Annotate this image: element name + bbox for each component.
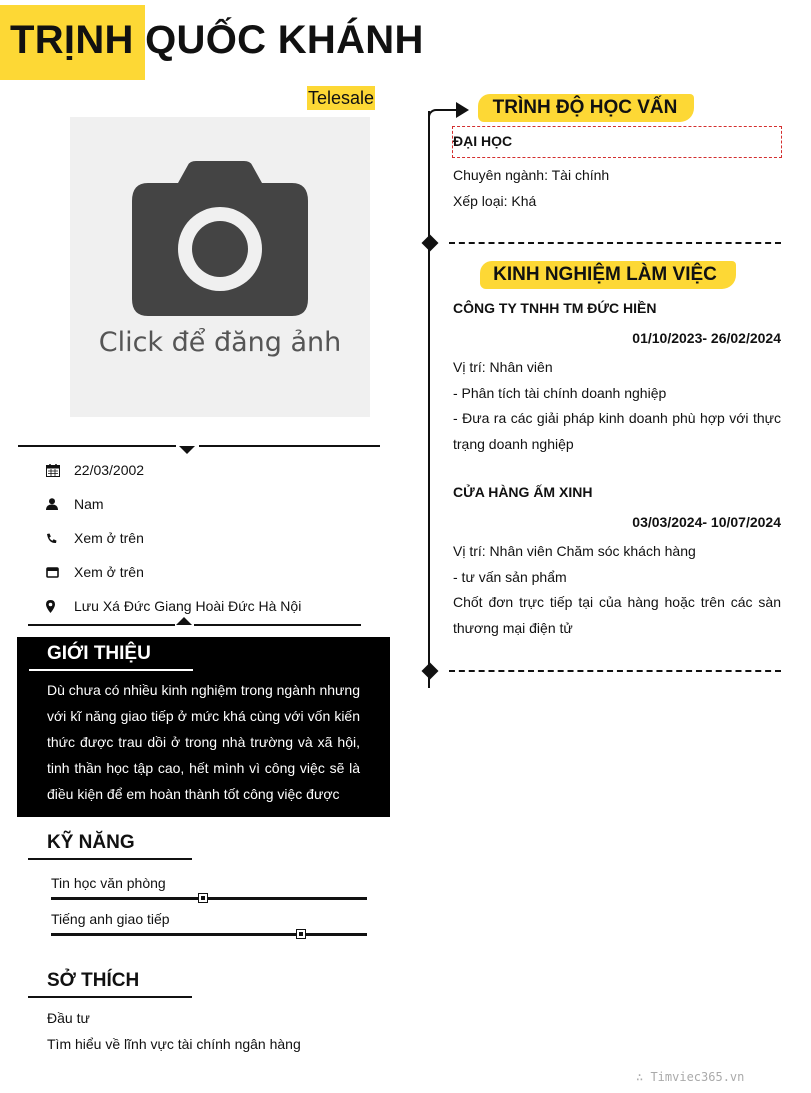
phone-icon <box>46 533 57 544</box>
intro-underline <box>29 669 193 671</box>
job-dates: 03/03/2024- 10/07/2024 <box>632 514 781 530</box>
email-value: Xem ở trên <box>74 564 144 580</box>
watermark: ∴ Timviec365.vn <box>636 1070 745 1084</box>
skills-underline <box>28 858 192 860</box>
phone-value: Xem ở trên <box>74 530 144 546</box>
divider-arrow-icon <box>176 617 192 625</box>
contact-address <box>46 594 301 618</box>
job-title: Telesale <box>308 88 375 108</box>
calendar-icon <box>46 464 60 477</box>
job-detail: - tư vấn sản phẩm <box>453 569 567 585</box>
divider <box>28 624 175 626</box>
job-detail: - Phân tích tài chính doanh nghiệp <box>453 385 667 401</box>
timeline-arrow-icon <box>456 102 469 118</box>
job-company: CỬA HÀNG ẤM XINH <box>453 484 593 500</box>
photo-upload[interactable] <box>70 117 370 417</box>
skills-title: KỸ NĂNG <box>47 832 135 853</box>
hobbies-title: SỞ THÍCH <box>47 970 140 991</box>
birthday-value: 22/03/2002 <box>74 462 145 478</box>
job-detail: - Đưa ra các giải pháp kinh doanh phù hợp với thực trạng doanh nghiệp <box>453 410 781 452</box>
experience-title: KINH NGHIỆM LÀM VIỆC <box>493 264 717 285</box>
education-grade: Xếp loại: Khá <box>453 193 537 209</box>
intro-text: Dù chưa có nhiều kinh nghiệm trong ngành nhưng với kĩ năng giao tiếp ở mức khá cùng với vốn kiến thức được trau dồi ở trong nhà trường và xã hội, tinh thần học tập cao, hết mình vì công việc sẽ là điều kiện để em hoàn thành tốt công việc được <box>47 682 360 802</box>
job-dates: 01/10/2023- 26/02/2024 <box>632 330 781 346</box>
photo-caption: Click để đăng ảnh <box>98 327 342 358</box>
education-degree: ĐẠI HỌC <box>453 133 513 149</box>
contact-email <box>46 560 144 584</box>
gender-value: Nam <box>74 496 104 512</box>
skill-level-knob[interactable] <box>296 929 306 939</box>
intro-title: GIỚI THIỆU <box>47 643 151 664</box>
skill-name: Tin học văn phòng <box>51 875 166 891</box>
contact-phone <box>46 526 144 550</box>
job-position: Vị trí: Nhân viên Chăm sóc khách hàng <box>453 543 696 559</box>
divider <box>194 624 361 626</box>
contact-birthday <box>46 458 144 482</box>
hobby-item: Tìm hiểu về lĩnh vực tài chính ngân hàng <box>47 1036 301 1052</box>
timeline-diamond-icon <box>422 663 439 680</box>
dashed-divider <box>449 242 781 244</box>
skill-name: Tiếng anh giao tiếp <box>51 911 170 927</box>
timeline-line <box>428 111 430 688</box>
contact-gender <box>46 492 104 516</box>
skill-bar[interactable] <box>51 933 367 936</box>
camera-icon <box>130 161 310 317</box>
envelope-icon <box>46 567 59 578</box>
dashed-divider <box>449 670 781 672</box>
job-detail: Chốt đơn trực tiếp tại của hàng hoặc trên các sàn thương mại điện tử <box>453 594 781 636</box>
skill-bar[interactable] <box>51 897 367 900</box>
candidate-name: TRỊNH QUỐC KHÁNH <box>10 18 424 62</box>
user-icon <box>46 498 58 510</box>
education-title: TRÌNH ĐỘ HỌC VẤN <box>492 97 678 118</box>
hobbies-underline <box>28 996 192 998</box>
map-pin-icon <box>46 600 55 613</box>
hobby-item: Đầu tư <box>47 1010 90 1026</box>
divider <box>18 445 176 447</box>
divider-arrow-icon <box>179 446 195 454</box>
education-heading <box>472 92 698 124</box>
divider <box>199 445 380 447</box>
experience-heading <box>472 259 738 291</box>
job-company: CÔNG TY TNHH TM ĐỨC HIỀN <box>453 300 657 316</box>
skill-level-knob[interactable] <box>198 893 208 903</box>
education-major: Chuyên ngành: Tài chính <box>453 167 610 183</box>
job-position: Vị trí: Nhân viên <box>453 359 553 375</box>
timeline-diamond-icon <box>422 235 439 252</box>
address-value: Lưu Xá Đức Giang Hoài Đức Hà Nội <box>74 598 302 614</box>
intro-section <box>17 637 390 817</box>
